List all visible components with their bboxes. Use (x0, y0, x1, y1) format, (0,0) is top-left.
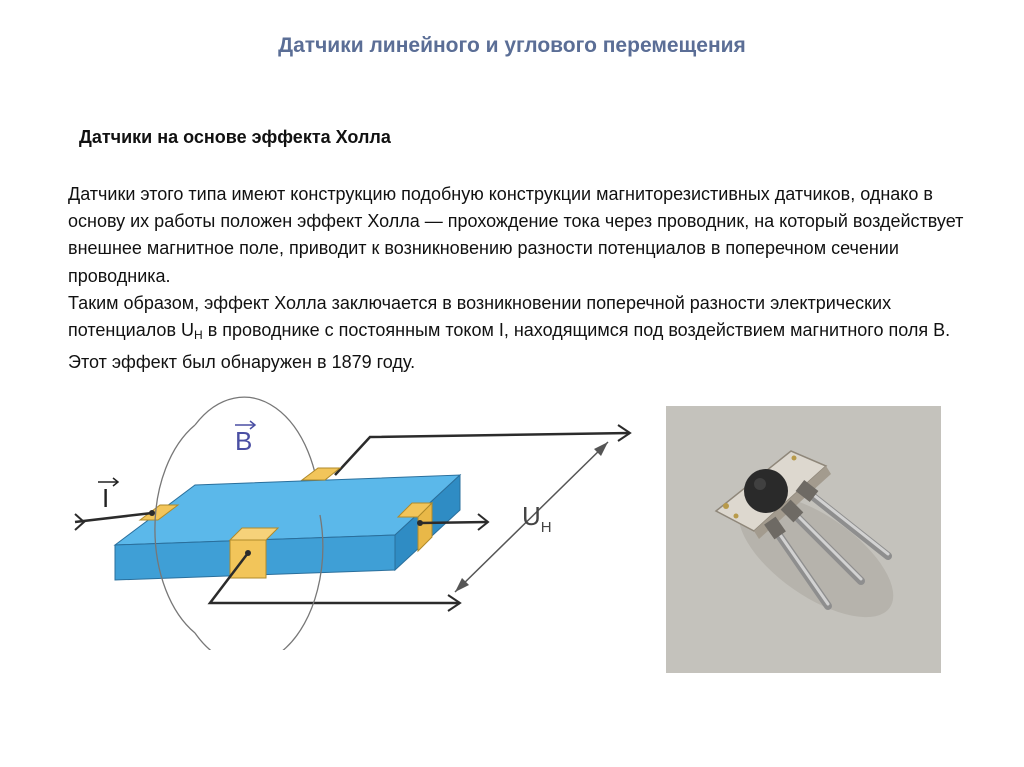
paragraph-2-end: в проводнике с постоянным током I, находящимся под воздействием магнитного поля B. Этот эффект был обнаружен в 1879 году. (68, 320, 951, 373)
voltage-subscript: H (194, 328, 203, 343)
hall-effect-diagram (70, 385, 640, 650)
contact-front (230, 540, 266, 578)
slide-title: Датчики линейного и углового перемещения (278, 34, 746, 57)
section-heading: Датчики на основе эффекта Холла (79, 127, 391, 147)
voltage-label: $U_H$ (522, 501, 552, 536)
body-text (68, 181, 968, 376)
sensor-chip (744, 469, 788, 513)
paragraph-1: Датчики этого типа имеют конструкцию подобную конструкции магниторезистивных датчиков, однако в основу их работы положен эффект Холла — прохождение тока через проводник, на который воздействует внешнее магнитное поле, приводит к возникновению разности потенциалов в поперечном сечении проводника. (68, 184, 964, 286)
paragraph-2-start: Таким образом, эффект Холла заключается в возникновении поперечной разности электрических потенциалов U (68, 292, 892, 341)
field-label: B (235, 426, 253, 456)
current-label: I (102, 483, 110, 513)
hall-sensor-photo (666, 406, 941, 673)
lead-wire-top (335, 433, 630, 475)
current-wire (75, 513, 152, 522)
paragraph-2 (68, 290, 968, 377)
voltage-label-sub: H (540, 519, 552, 536)
lead-wire-right (420, 522, 488, 523)
